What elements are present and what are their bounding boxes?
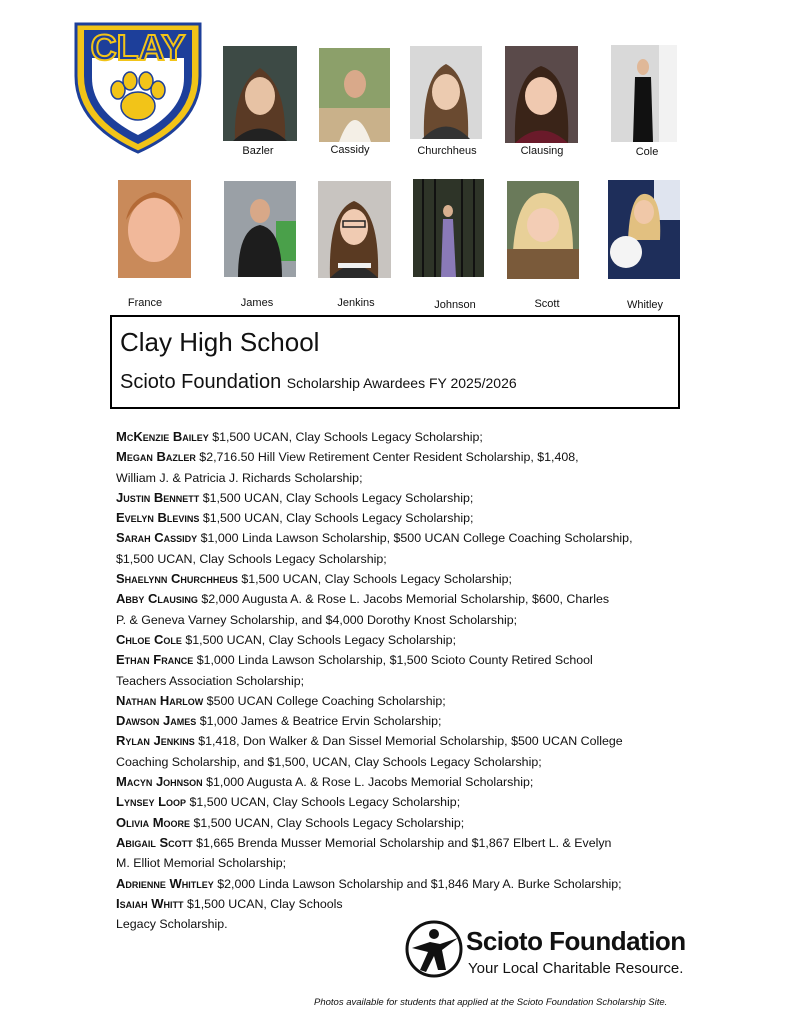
student-photo-cassidy	[319, 48, 390, 142]
awardee-entry	[116, 731, 716, 772]
clay-logo-text: CLAY	[90, 27, 186, 68]
photo-label-cassidy: Cassidy	[330, 144, 370, 156]
awardee-entry	[116, 427, 716, 447]
award-text: $1,500 UCAN, Clay Schools Legacy Scholarship;	[193, 815, 465, 830]
foundation-figure-icon	[404, 918, 464, 980]
awardee-entry	[116, 488, 716, 508]
photo-label-churchheus: Churchheus	[417, 145, 477, 157]
award-text: $1,000 Linda Lawson Scholarship, $500 UCAN College Coaching Scholarship,	[200, 531, 633, 546]
awardee-name: Isaiah Whitt	[116, 895, 184, 911]
awardee-entry	[116, 528, 716, 569]
award-text: $1,500 UCAN, Clay Schools	[186, 896, 343, 911]
award-text: $2,716.50 Hill View Retirement Center Resident Scholarship, $1,408,	[199, 450, 579, 465]
photo-label-france: France	[127, 297, 163, 309]
awardee-name: Rylan Jenkins	[116, 733, 195, 749]
award-text: $1,418, Don Walker & Dan Sissel Memorial Scholarship, $500 UCAN College	[198, 734, 623, 749]
awardee-entry	[116, 589, 716, 630]
student-photo-france	[118, 180, 191, 278]
awardee-name: Adrienne Whitley	[116, 875, 214, 891]
award-text: $1,500 UCAN, Clay Schools Legacy Scholarship;	[212, 430, 483, 444]
awardee-name: Abby Clausing	[116, 591, 198, 607]
student-photo-scott	[507, 181, 579, 279]
awardee-name: Sarah Cassidy	[116, 530, 198, 546]
photo-label-johnson: Johnson	[434, 299, 476, 311]
photo-label-scott: Scott	[534, 298, 560, 310]
award-text: $1,000 Augusta A. & Rose L. Jacobs Memorial Scholarship;	[206, 775, 534, 790]
awardee-entry	[116, 711, 716, 731]
scioto-foundation-logo	[404, 918, 704, 982]
student-photo-james	[224, 181, 296, 277]
photo-label-whitley: Whitley	[626, 299, 664, 311]
award-text: $1,500 UCAN, Clay Schools Legacy Scholarship;	[116, 551, 387, 566]
award-text: $500 UCAN College Coaching Scholarship;	[206, 693, 446, 708]
student-photo-johnson	[413, 179, 484, 277]
award-text: $1,500 UCAN, Clay Schools Legacy Scholarship;	[185, 632, 457, 647]
awardee-name: Chloe Cole	[116, 631, 182, 647]
awardee-name: Evelyn Blevins	[116, 510, 200, 526]
award-text: $1,500 UCAN, Clay Schools Legacy Scholarship;	[241, 572, 512, 587]
awardee-name: Shaelynn Churchheus	[116, 571, 238, 587]
footnote: Photos available for students that applied at the Scioto Foundation Scholarship Site.	[314, 997, 668, 1008]
awardee-entry	[116, 833, 716, 874]
foundation-tagline: Your Local Charitable Resource.	[468, 960, 684, 977]
awardee-name: Lynsey Loop	[116, 794, 187, 810]
award-text: Legacy Scholarship.	[116, 917, 228, 932]
photo-label-jenkins: Jenkins	[337, 297, 375, 309]
school-title: Clay High School	[120, 327, 320, 357]
award-text: $2,000 Linda Lawson Scholarship and $1,846 Mary A. Burke Scholarship;	[217, 876, 622, 891]
student-photo-cole	[611, 45, 677, 142]
award-text: $1,665 Brenda Musser Memorial Scholarship and $1,867 Elbert L. & Evelyn	[196, 835, 612, 850]
award-text: $1,500 UCAN, Clay Schools Legacy Scholarship;	[189, 795, 461, 810]
awardee-entry	[116, 630, 716, 650]
student-photo-churchheus	[410, 46, 482, 139]
award-text: $2,000 Augusta A. & Rose L. Jacobs Memorial Scholarship, $600, Charles	[201, 592, 610, 607]
awardee-name: Megan Bazler	[116, 449, 196, 465]
student-photo-clausing	[505, 46, 578, 143]
student-photo-jenkins	[318, 181, 391, 278]
awardee-entry	[116, 813, 716, 833]
photo-label-bazler: Bazler	[242, 145, 274, 157]
awardee-entry	[116, 508, 716, 528]
awardee-list	[116, 427, 716, 934]
awardee-entry	[116, 447, 716, 488]
awardee-entry	[116, 569, 716, 589]
photo-label-james: James	[240, 297, 274, 309]
awardee-name: Macyn Johnson	[116, 774, 203, 790]
awardee-name: Abigail Scott	[116, 834, 193, 850]
award-text: $1,500 UCAN, Clay Schools Legacy Scholarship;	[202, 490, 474, 505]
awardee-entry	[116, 650, 716, 691]
award-text: P. & Geneva Varney Scholarship, and $4,000 Dorothy Knost Scholarship;	[116, 612, 518, 627]
foundation-name: Scioto Foundation	[466, 926, 686, 956]
title-box	[110, 315, 680, 409]
awardee-entry	[116, 772, 716, 792]
awardee-name: Olivia Moore	[116, 814, 191, 830]
award-text: William J. & Patricia J. Richards Scholarship;	[116, 470, 363, 485]
award-text: M. Elliot Memorial Scholarship;	[116, 856, 287, 871]
awardee-entry	[116, 792, 716, 812]
award-text: Teachers Association Scholarship;	[116, 673, 305, 688]
awardee-entry	[116, 691, 716, 711]
award-text: $1,000 James & Beatrice Ervin Scholarship;	[199, 714, 442, 729]
student-photo-whitley	[608, 180, 680, 279]
awardee-entry	[116, 874, 716, 894]
clay-paw-logo	[68, 14, 208, 156]
photo-label-cole: Cole	[635, 146, 659, 158]
awardee-name: McKenzie Bailey	[116, 429, 209, 444]
awardee-name: Nathan Harlow	[116, 692, 204, 708]
awardee-name: Ethan France	[116, 652, 194, 668]
photo-label-clausing: Clausing	[520, 145, 564, 157]
foundation-title: Scioto Foundation	[120, 371, 282, 393]
subtitle	[120, 371, 517, 394]
award-text: $1,500 UCAN, Clay Schools Legacy Scholarship;	[202, 511, 474, 526]
award-text: Coaching Scholarship, and $1,500, UCAN, Clay Schools Legacy Scholarship;	[116, 754, 542, 769]
awardee-name: Dawson James	[116, 713, 197, 729]
award-text: $1,000 Linda Lawson Scholarship, $1,500 Scioto County Retired School	[196, 653, 593, 668]
awardees-subtitle: Scholarship Awardees FY 2025/2026	[286, 375, 517, 391]
awardee-name: Justin Bennett	[116, 489, 200, 505]
student-photo-bazler	[223, 46, 297, 141]
